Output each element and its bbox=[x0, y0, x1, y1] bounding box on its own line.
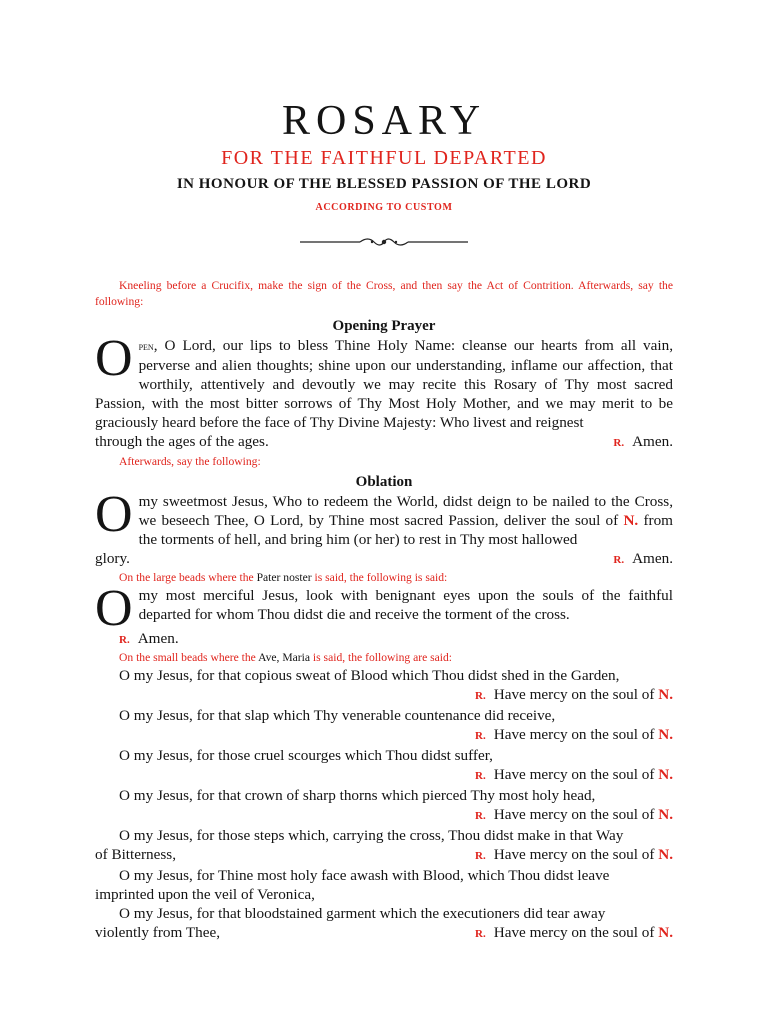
large-bead-response bbox=[95, 629, 673, 650]
small-bead-text: imprinted upon the veil of Veronica, bbox=[95, 886, 315, 903]
small-bead-response bbox=[475, 923, 673, 944]
rubric-text: is said, the following are said: bbox=[310, 651, 453, 664]
response-mark: R. bbox=[119, 634, 130, 646]
response-text: Amen. bbox=[632, 550, 673, 567]
subtitle: FOR THE FAITHFUL DEPARTED bbox=[221, 147, 547, 169]
name-placeholder: N. bbox=[658, 766, 673, 783]
response-mark: R. bbox=[475, 850, 486, 862]
small-bead-text: O my Jesus, for that copious sweat of Blood which Thou didst shed in the Garden, bbox=[119, 667, 620, 684]
name-placeholder: N. bbox=[658, 686, 673, 703]
response-text: Have mercy on the soul of bbox=[493, 686, 659, 703]
rubric-afterwards: Afterwards, say the following: bbox=[119, 455, 261, 468]
small-bead-line bbox=[95, 845, 673, 866]
name-placeholder: N. bbox=[658, 846, 673, 863]
large-bead-prayer bbox=[95, 580, 673, 637]
small-bead-item bbox=[95, 904, 673, 944]
response-text: Have mercy on the soul of bbox=[493, 846, 659, 863]
small-bead-text: O my Jesus, for that bloodstained garment which the executioners did tear away bbox=[119, 905, 606, 922]
small-bead-response bbox=[95, 805, 673, 826]
rubric-prayer-name: Pater noster bbox=[256, 571, 312, 584]
response-text: Amen. bbox=[137, 630, 179, 647]
rubric-text: is said, the following is said: bbox=[311, 571, 448, 584]
response-text: Have mercy on the soul of bbox=[493, 726, 659, 743]
dropcap: O bbox=[95, 486, 133, 543]
name-placeholder: N. bbox=[658, 726, 673, 743]
small-bead-text: violently from Thee, bbox=[95, 924, 220, 941]
rubric-small-beads bbox=[95, 650, 673, 666]
small-bead-item bbox=[95, 706, 673, 746]
opening-last-text: through the ages of the ages. bbox=[95, 433, 269, 450]
opening-prayer-heading: Opening Prayer bbox=[332, 318, 436, 334]
small-bead-response bbox=[95, 765, 673, 786]
oblation-response bbox=[613, 549, 673, 570]
response-mark: R. bbox=[613, 437, 625, 449]
small-bead-item bbox=[95, 866, 673, 904]
small-bead-text: of Bitterness, bbox=[95, 846, 176, 863]
small-bead-item bbox=[95, 746, 673, 786]
small-bead-response bbox=[475, 845, 673, 866]
ornament-divider-icon bbox=[298, 232, 470, 252]
opening-prayer-text: , O Lord, our lips to bless Thine Holy Name: cleanse our hearts from all vain, perverse and alien thoughts; shine upon our understanding, inflame our affection, that worthily, attentively and devoutly we may recite this Rosary of Thy most sacred Passion, with the most bitter sorrows of Thy Most Holy Mother, and we may merit to be graciously heard before the face of Thy Divine Majesty: Who livest and reignest bbox=[95, 337, 673, 431]
oblation-text-a: my sweetmost Jesus, Who to redeem the World, didst deign to be nailed to the Cross, we beseech Thee, O Lord, by Thine most sacred Passion, deliver the soul of bbox=[138, 493, 673, 529]
small-bead-text: O my Jesus, for that slap which Thy venerable countenance did receive, bbox=[119, 707, 556, 724]
oblation-last-text: glory. bbox=[95, 550, 130, 567]
first-word: pen bbox=[138, 339, 154, 353]
large-bead-text: my most merciful Jesus, look with benignant eyes upon the souls of the faithful departed for whom Thou didst die and receive the torment of the cross. bbox=[138, 587, 673, 623]
small-bead-text: O my Jesus, for those steps which, carrying the cross, Thou didst make in that Way bbox=[119, 827, 624, 844]
rubric-text: On the large beads where the bbox=[119, 571, 257, 584]
small-bead-item bbox=[95, 666, 673, 706]
name-placeholder: N. bbox=[658, 806, 673, 823]
response-mark: R. bbox=[475, 690, 486, 702]
small-bead-response bbox=[95, 725, 673, 746]
response-text: Amen. bbox=[632, 433, 673, 450]
small-bead-item bbox=[95, 786, 673, 826]
page-title: ROSARY bbox=[281, 98, 487, 144]
small-bead-line bbox=[95, 923, 673, 944]
oblation-last-line bbox=[95, 549, 673, 570]
response-mark: R. bbox=[475, 770, 486, 782]
dropcap: O bbox=[95, 580, 133, 637]
oblation-text-b: from the torments of hell, and bring him (or her) to rest in Thy most hallowed bbox=[138, 512, 673, 548]
opening-prayer bbox=[95, 330, 673, 432]
response-text: Have mercy on the soul of bbox=[493, 924, 659, 941]
subtitle-passion: IN HONOUR OF THE BLESSED PASSION OF THE LORD bbox=[176, 176, 592, 192]
rubric-text: On the small beads where the bbox=[119, 651, 259, 664]
dropcap: O bbox=[95, 330, 133, 387]
name-placeholder: N. bbox=[623, 512, 639, 529]
response-text: Have mercy on the soul of bbox=[493, 806, 659, 823]
name-placeholder: N. bbox=[658, 924, 673, 941]
small-bead-text: O my Jesus, for that crown of sharp thorns which pierced Thy most holy head, bbox=[119, 787, 596, 804]
small-bead-text: O my Jesus, for Thine most holy face awash with Blood, which Thou didst leave bbox=[119, 867, 610, 884]
response-mark: R. bbox=[475, 730, 486, 742]
prayer-body bbox=[95, 278, 673, 944]
small-bead-item bbox=[95, 826, 673, 866]
opening-response bbox=[613, 432, 673, 453]
small-bead-text: O my Jesus, for those cruel scourges which Thou didst suffer, bbox=[119, 747, 493, 764]
oblation-heading: Oblation bbox=[355, 474, 413, 490]
response-mark: R. bbox=[613, 554, 625, 566]
oblation-prayer bbox=[95, 486, 673, 549]
rubric-large-beads bbox=[95, 570, 673, 586]
response-mark: R. bbox=[475, 928, 486, 940]
response-text: Have mercy on the soul of bbox=[493, 766, 659, 783]
rubric-prayer-name: Ave, Maria bbox=[258, 651, 311, 664]
opening-last-line bbox=[95, 432, 673, 453]
subtitle-custom: ACCORDING TO CUSTOM bbox=[315, 202, 453, 213]
response-mark: R. bbox=[475, 810, 486, 822]
small-bead-response bbox=[95, 685, 673, 706]
intro-rubric: Kneeling before a Crucifix, make the sign of the Cross, and then say the Act of Contrition. Afterwards, say the following: bbox=[95, 279, 673, 308]
